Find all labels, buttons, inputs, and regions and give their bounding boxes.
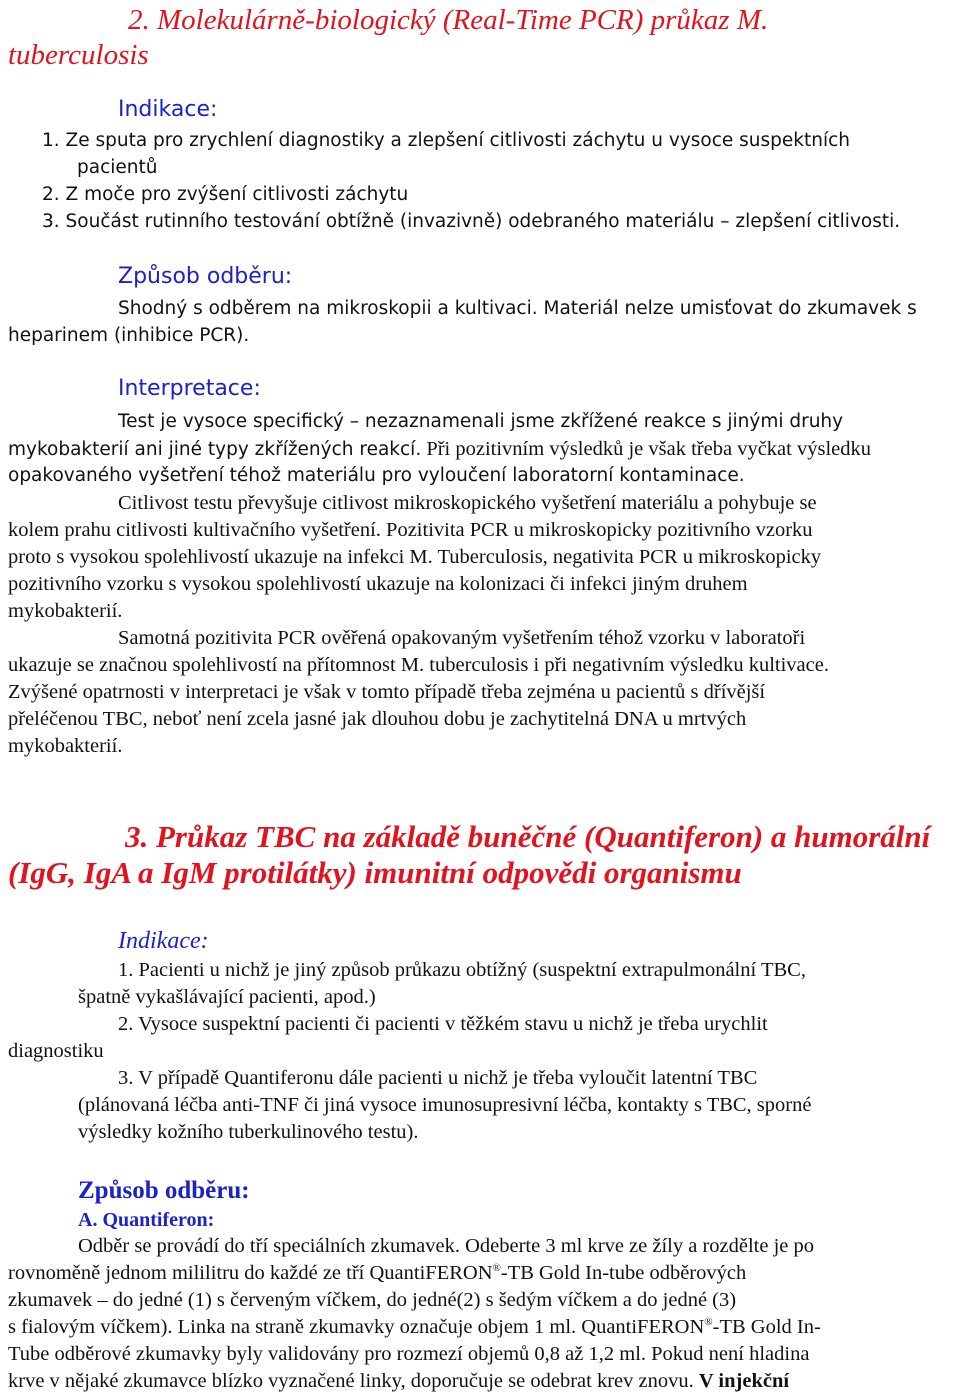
section3-indikace-label: Indikace: <box>118 928 209 954</box>
quantiferon-line-6 <box>8 1368 789 1394</box>
interpretace-line-12: přeléčenou TBC, neboť není zcela jasné jak dlouhou dobu je zachytitelná DNA u mrtvých <box>8 708 747 730</box>
interpretace-line-3: opakovaného vyšetření téhož materiálu pro vyloučení laboratorní kontaminace. <box>8 465 745 486</box>
registered-mark-2: ® <box>704 1316 713 1328</box>
section2-indikace-item-2: 2. Z moče pro zvýšení citlivosti záchytu <box>42 184 409 205</box>
registered-mark: ® <box>492 1262 501 1274</box>
section2-zpusob-line-2: heparinem (inhibice PCR). <box>8 325 250 346</box>
section3-indikace-line-3: 2. Vysoce suspektní pacienti či pacienti v těžkém stavu u nichž je třeba urychlit <box>118 1013 768 1035</box>
section2-interpretace-label: Interpretace: <box>118 376 261 401</box>
quantiferon-line-6b: V injekční <box>698 1370 790 1392</box>
quantiferon-line-2b: -TB Gold In-tube odběrových <box>500 1262 747 1284</box>
interpretace-line-1: Test je vysoce specifický – nezaznamenali jsme zkřížené reakce s jinými druhy <box>118 411 844 432</box>
quantiferon-line-5: Tube odběrové zkumavky byly validovány pro rozmezí objemů 0,8 až 1,2 ml. Pokud není hladina <box>8 1343 810 1365</box>
section3-indikace-line-4: diagnostiku <box>8 1040 104 1062</box>
section2-indikace-item-3: 3. Součást rutinního testování obtížně (invazivně) odebraného materiálu – zlepšení citlivosti. <box>42 211 901 232</box>
interpretace-line-13: mykobakterií. <box>8 735 123 757</box>
interpretace-line-9: Samotná pozitivita PCR ověřená opakovaným vyšetřením téhož vzorku v laboratoři <box>118 627 806 649</box>
interpretace-line-8: mykobakterií. <box>8 600 123 622</box>
section3-indikace-line-7: výsledky kožního tuberkulinového testu). <box>78 1121 419 1143</box>
section2-heading-line1: 2. Molekulárně-biologický (Real-Time PCR) průkaz M. <box>128 4 769 36</box>
interpretace-line-5a: kolem prahu citlivosti kultivačního vyšetření. <box>8 519 381 541</box>
quantiferon-line-6a: krve v nějaké zkumavce blízko vyznačené linky, doporučuje se odebrat krev znovu. <box>8 1370 699 1392</box>
section2-indikace-label: Indikace: <box>118 97 218 122</box>
section2-indikace-item-1: 1. Ze sputa pro zrychlení diagnostiky a zlepšení citlivosti záchytu u vysoce suspektních <box>42 130 851 151</box>
section2-zpusob-line-1: Shodný s odběrem na mikroskopii a kultivaci. Materiál nelze umisťovat do zkumavek s <box>118 298 917 319</box>
section3-indikace-line-1: 1. Pacienti u nichž je jiný způsob průkazu obtížný (suspektní extrapulmonální TBC, <box>118 959 806 981</box>
quantiferon-line-3: zkumavek – do jedné (1) s červeným víčkem, do jedné(2) s šedým víčkem a do jedné (3) <box>8 1289 737 1311</box>
interpretace-line-5 <box>8 517 813 543</box>
section3-zpusob-label: Způsob odběru: <box>78 1177 250 1204</box>
interpretace-line-2a: mykobakterií ani jiné typy zkřížených reakcí. <box>8 439 422 460</box>
section2-heading-line2: tuberculosis <box>8 39 149 71</box>
quantiferon-label: A. Quantiferon: <box>78 1209 215 1231</box>
interpretace-line-7: pozitivního vzorku s vysokou spolehlivostí ukazuje na kolonizaci či infekci jiným druhem <box>8 573 748 595</box>
section3-heading-line2: (IgG, IgA a IgM protilátky) imunitní odpovědi organismu <box>8 855 742 890</box>
section2-zpusob-label: Způsob odběru: <box>118 264 293 289</box>
interpretace-line-2 <box>8 436 871 463</box>
quantiferon-line-1: Odběr se provádí do tří speciálních zkumavek. Odeberte 3 ml krve ze žíly a rozdělte je po <box>78 1235 815 1257</box>
interpretace-line-4: Citlivost testu převyšuje citlivost mikroskopického vyšetření materiálu a pohybuje se <box>118 492 817 514</box>
quantiferon-line-4a: s fialovým víčkem). Linka na straně zkumavky označuje objem 1 ml. QuantiFERON <box>8 1316 705 1338</box>
section3-indikace-line-5: 3. V případě Quantiferonu dále pacienti u nichž je třeba vyloučit latentní TBC <box>118 1067 758 1089</box>
section3-heading-line1: 3. Průkaz TBC na základě buněčné (Quantiferon) a humorální <box>125 819 931 854</box>
interpretace-line-6a: proto s vysokou spolehlivostí ukazuje na infekci M. <box>8 546 433 568</box>
interpretace-line-2b: Při pozitivním výsledků je však třeba vyčkat výsledku <box>421 438 871 460</box>
section3-indikace-line-2: špatně vykašlávající pacienti, apod.) <box>78 986 376 1008</box>
section3-indikace-line-6: (plánovaná léčba anti-TNF či jiná vysoce imunosupresivní léčba, kontakty s TBC, sporné <box>78 1094 812 1116</box>
quantiferon-line-4 <box>8 1314 821 1340</box>
interpretace-line-5b: Pozitivita PCR u mikroskopicky pozitivního vzorku <box>380 519 813 541</box>
quantiferon-line-4b: -TB Gold In- <box>712 1316 821 1338</box>
quantiferon-line-2 <box>8 1260 746 1286</box>
interpretace-line-6 <box>8 544 821 570</box>
section2-indikace-item-1-cont: pacientů <box>77 157 158 178</box>
interpretace-line-11: Zvýšené opatrnosti v interpretaci je však v tomto případě třeba zejména u pacientů s dřívější <box>8 681 766 703</box>
quantiferon-line-2a: rovnoměně jednom mililitru do každé ze tří QuantiFERON <box>8 1262 493 1284</box>
interpretace-line-6b: Tuberculosis, negativita PCR u mikroskopicky <box>432 546 822 568</box>
interpretace-line-10: ukazuje se značnou spolehlivostí na přítomnost M. tuberculosis i při negativním výsledku kultivace. <box>8 654 829 676</box>
